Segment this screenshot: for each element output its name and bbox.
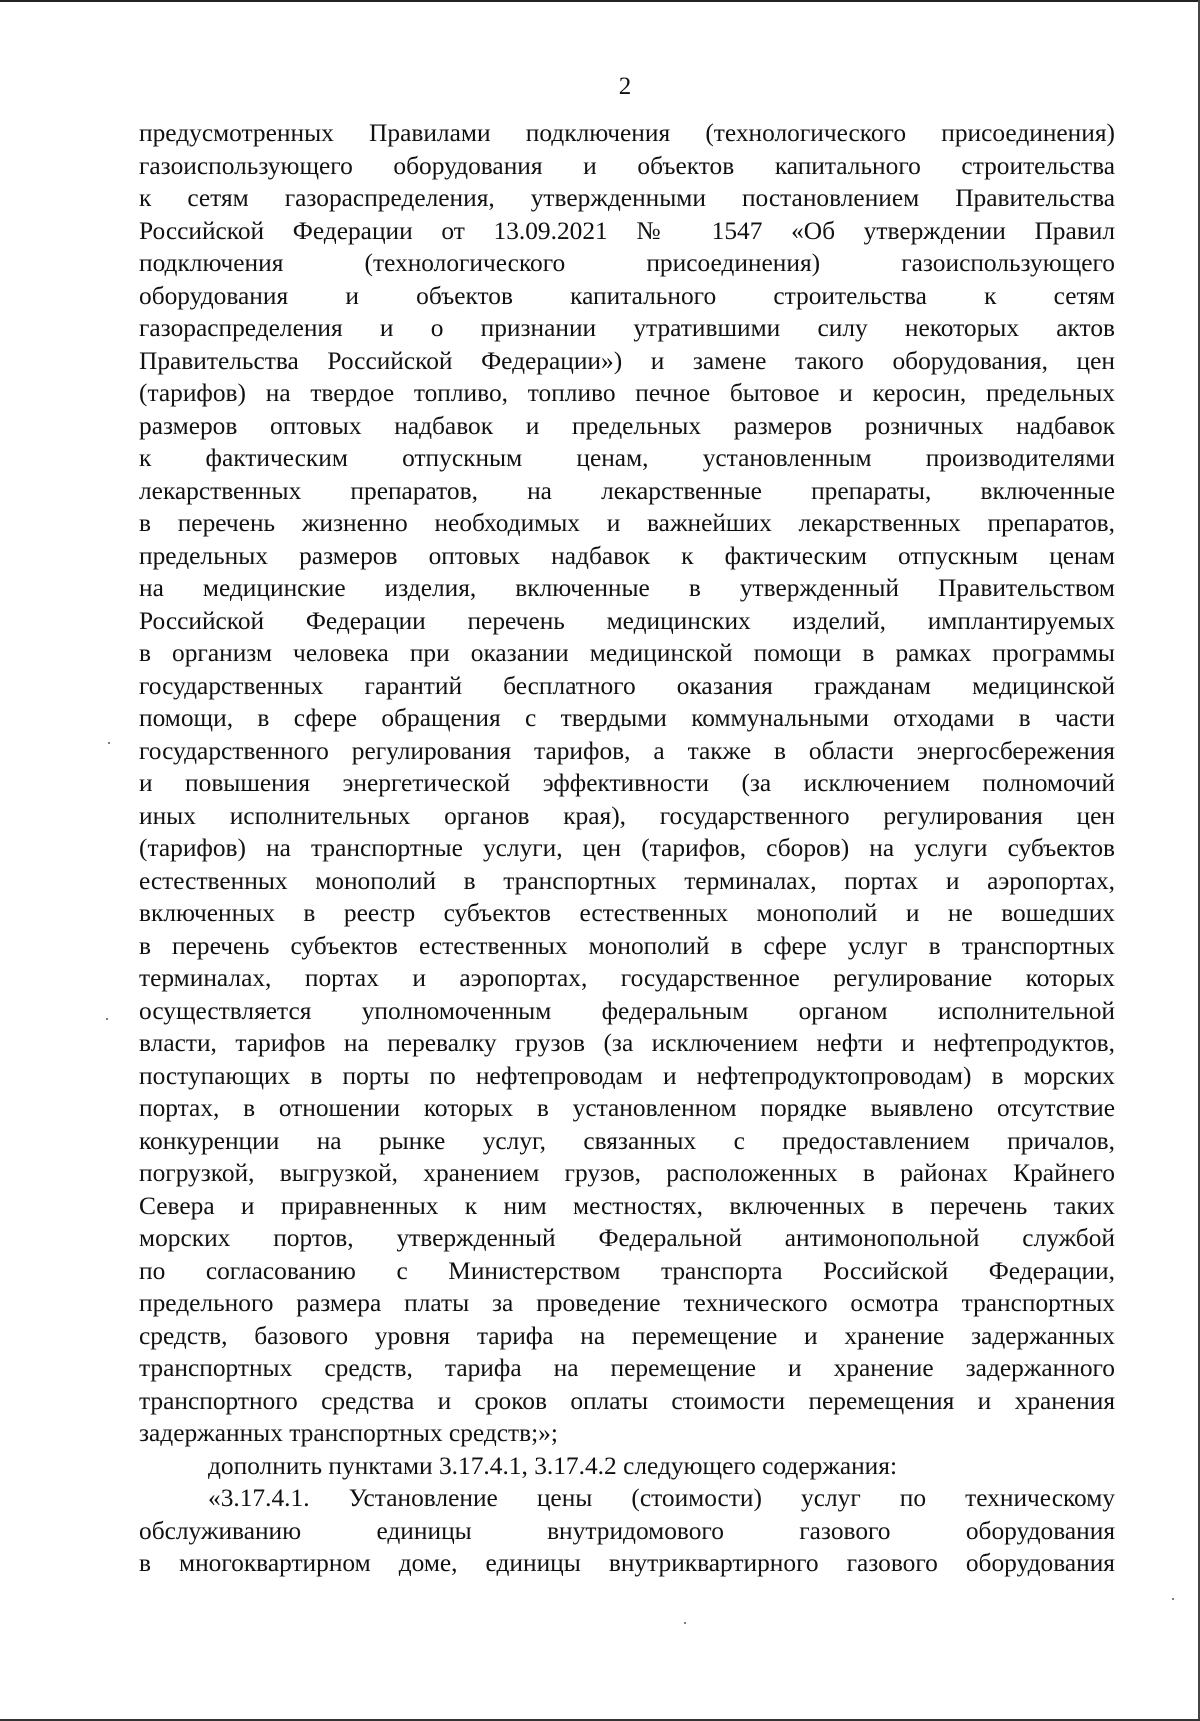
text-line: подключения (технологического присоединения) газоиспользующего <box>139 249 1115 277</box>
text-line: государственного регулирования тарифов, а также в области энергосбережения <box>139 736 1115 765</box>
text-line: лекарственных препаратов, на лекарственные препараты, включенные <box>139 476 1115 505</box>
text-line: погрузкой, выгрузкой, хранением грузов, расположенных в районах Крайнего <box>139 1159 1115 1187</box>
text-line: транспортных средств, тарифа на перемещение и хранение задержанного <box>139 1354 1115 1382</box>
text-line: в многоквартирном доме, единицы внутриквартирного газового оборудования <box>139 1549 1115 1577</box>
text-line: к фактическим отпускным ценам, установленным производителями <box>139 444 1115 472</box>
scan-speck <box>108 742 110 744</box>
text-line: предельных размеров оптовых надбавок к фактическим отпускным ценам <box>139 541 1115 570</box>
text-line: включенных в реестр субъектов естественных монополий и не вошедших <box>139 899 1115 927</box>
text-line: Российской Федерации перечень медицинских изделий, имплантируемых <box>139 606 1115 635</box>
text-line: газораспределения и о признании утратившими силу некоторых актов <box>139 314 1115 342</box>
text-line: газоиспользующего оборудования и объектов капитального строительства <box>139 151 1115 180</box>
text-line: обслуживанию единицы внутридомового газового оборудования <box>139 1516 1115 1545</box>
text-line: средств, базового уровня тарифа на перемещение и хранение задержанных <box>139 1321 1115 1350</box>
page-number: 2 <box>618 73 632 100</box>
scan-speck <box>1172 1598 1174 1600</box>
text-line: в перечень жизненно необходимых и важнейших лекарственных препаратов, <box>139 509 1115 537</box>
text-line: (тарифов) на транспортные услуги, цен (тарифов, сборов) на услуги субъектов <box>139 834 1115 862</box>
text-line: естественных монополий в транспортных терминалах, портах и аэропортах, <box>139 866 1115 895</box>
paragraph-first-line: дополнить пунктами 3.17.4.1, 3.17.4.2 следующего содержания: <box>208 1451 898 1480</box>
scan-border-top <box>0 0 1200 2</box>
text-line: осуществляется уполномоченным федеральным органом исполнительной <box>139 996 1115 1025</box>
text-line: предусмотренных Правилами подключения (технологического присоединения) <box>139 119 1115 147</box>
text-line: власти, тарифов на перевалку грузов (за исключением нефти и нефтепродуктов, <box>139 1029 1115 1057</box>
text-line: терминалах, портах и аэропортах, государственное регулирование которых <box>139 964 1115 992</box>
text-line: морских портов, утвержденный Федеральной антимонопольной службой <box>139 1224 1115 1252</box>
text-line: транспортного средства и сроков оплаты стоимости перемещения и хранения <box>139 1386 1115 1415</box>
text-line: в перечень субъектов естественных монополий в сфере услуг в транспортных <box>139 931 1115 960</box>
text-line: портах, в отношении которых в установленном порядке выявлено отсутствие <box>139 1094 1115 1122</box>
text-line: (тарифов) на твердое топливо, топливо печное бытовое и керосин, предельных <box>139 379 1115 407</box>
text-line: помощи, в сфере обращения с твердыми коммунальными отходами в части <box>139 704 1115 732</box>
text-line: размеров оптовых надбавок и предельных размеров розничных надбавок <box>139 411 1115 440</box>
text-line: Правительства Российской Федерации») и замене такого оборудования, цен <box>139 346 1115 375</box>
text-line: оборудования и объектов капитального строительства к сетям <box>139 281 1115 310</box>
text-line: конкуренции на рынке услуг, связанных с предоставлением причалов, <box>139 1126 1115 1155</box>
text-line: и повышения энергетической эффективности (за исключением полномочий <box>139 769 1115 797</box>
paragraph-first-line: «3.17.4.1. Установление цены (стоимости) услуг по техническому <box>208 1484 1115 1512</box>
text-line: на медицинские изделия, включенные в утвержденный Правительством <box>139 574 1115 602</box>
document-body <box>139 117 1115 1580</box>
text-line: в организм человека при оказании медицинской помощи в рамках программы <box>139 639 1115 667</box>
scan-speck <box>106 1018 108 1020</box>
text-line: поступающих в порты по нефтепроводам и нефтепродуктопроводам) в морских <box>139 1061 1115 1090</box>
text-line: Российской Федерации от 13.09.2021 № 1547 «Об утверждении Правил <box>139 216 1115 245</box>
scan-speck <box>684 1622 686 1624</box>
text-line: государственных гарантий бесплатного оказания гражданам медицинской <box>139 671 1115 700</box>
paragraph-end-line: задержанных транспортных средств;»; <box>139 1419 558 1447</box>
text-line: Севера и приравненных к ним местностях, включенных в перечень таких <box>139 1191 1115 1220</box>
text-line: к сетям газораспределения, утвержденными постановлением Правительства <box>139 184 1115 212</box>
text-line: иных исполнительных органов края), государственного регулирования цен <box>139 801 1115 830</box>
text-line: по согласованию с Министерством транспорта Российской Федерации, <box>139 1256 1115 1285</box>
text-line: предельного размера платы за проведение технического осмотра транспортных <box>139 1289 1115 1317</box>
